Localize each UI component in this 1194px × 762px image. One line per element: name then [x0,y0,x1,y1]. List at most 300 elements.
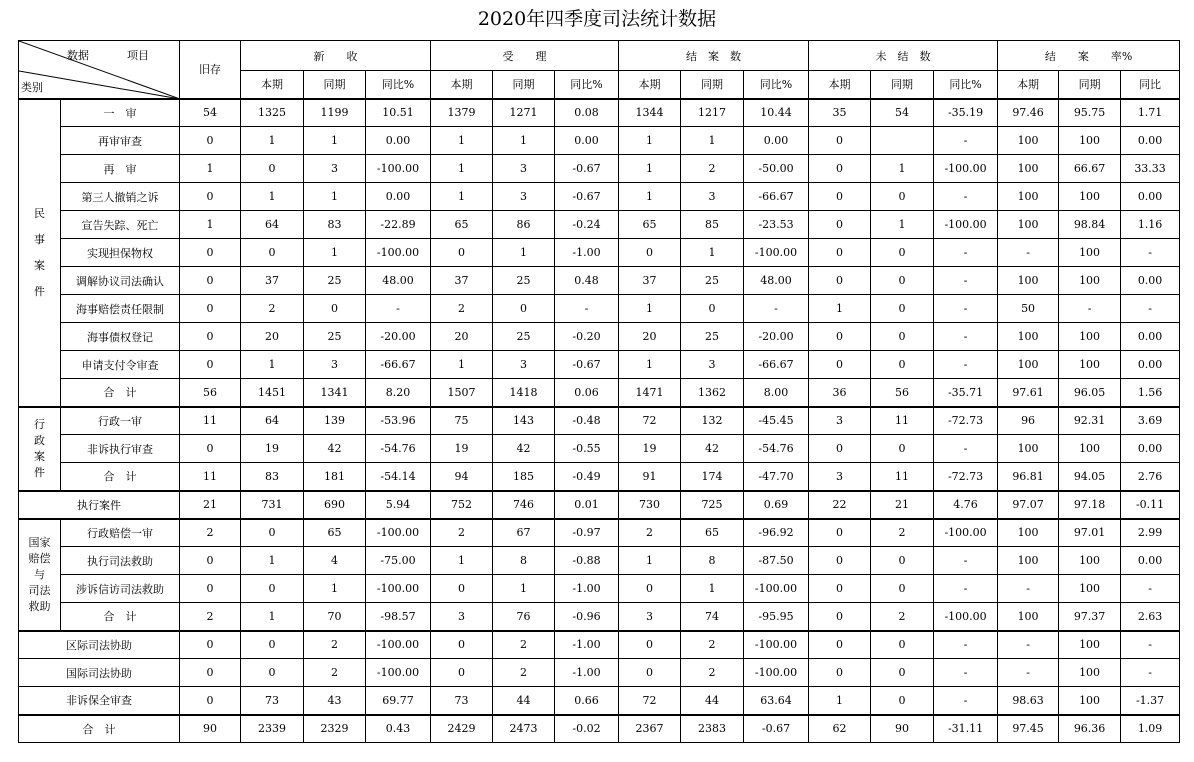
data-cell: 0.00 [1121,183,1180,211]
data-cell: 91 [619,463,681,491]
data-cell: 0.00 [366,183,431,211]
data-cell: 1 [180,155,241,183]
data-cell: -47.70 [744,463,809,491]
data-cell: 97.07 [998,491,1059,519]
table-row [19,267,1180,295]
data-cell: 1 [619,127,681,155]
data-cell: 0.00 [1121,323,1180,351]
data-cell: 63.64 [744,687,809,715]
category-label: 类别 [21,81,43,94]
data-cell: 174 [681,463,744,491]
data-cell: -20.00 [744,323,809,351]
data-cell: 97.37 [1059,603,1121,631]
data-cell: 44 [493,687,555,715]
data-cell: 19 [241,435,304,463]
page-title: 2020年四季度司法统计数据 [477,8,717,30]
data-cell: -66.67 [744,351,809,379]
data-cell: 1 [809,687,871,715]
data-cell: 3 [493,183,555,211]
data-cell: 10.51 [366,99,431,127]
group-header-accepted: 受 理 [431,41,619,71]
data-cell: 0 [871,631,934,659]
table-row [19,519,1180,547]
data-cell: - [1059,295,1121,323]
data-cell: -1.37 [1121,687,1180,715]
data-cell: -100.00 [934,603,998,631]
data-cell: 85 [681,211,744,239]
data-cell: 100 [998,435,1059,463]
data-cell: -72.73 [934,407,998,435]
data-cell: 0 [241,519,304,547]
data-cell: 65 [681,519,744,547]
data-cell: 2.99 [1121,519,1180,547]
sub-header: 同期 [304,71,366,99]
data-cell: 48.00 [744,267,809,295]
data-cell: 2367 [619,715,681,743]
data-cell: -95.95 [744,603,809,631]
data-cell: 0 [619,575,681,603]
data-cell: 37 [431,267,493,295]
data-cell: - [934,267,998,295]
data-cell: -54.76 [744,435,809,463]
data-cell: 1471 [619,379,681,407]
data-cell: - [998,575,1059,603]
data-cell: - [998,659,1059,687]
data-cell: 1 [304,575,366,603]
data-cell: 2339 [241,715,304,743]
data-cell: 0 [809,351,871,379]
section-label: 国家 赔偿 与 司法 救助 [19,519,61,631]
data-cell: 2473 [493,715,555,743]
data-cell: 0 [180,295,241,323]
table-row [19,407,1180,435]
data-cell: 100 [998,351,1059,379]
data-cell: 0.06 [555,379,619,407]
data-cell: 2 [304,631,366,659]
data-cell: 185 [493,463,555,491]
data-cell: -0.24 [555,211,619,239]
data-cell: 0 [241,659,304,687]
data-cell: 3 [304,351,366,379]
data-cell: -100.00 [934,211,998,239]
data-cell: -100.00 [934,155,998,183]
data-cell: 1 [871,211,934,239]
data-cell: -0.48 [555,407,619,435]
data-cell: 0 [180,239,241,267]
table-row [19,547,1180,575]
data-cell: - [934,239,998,267]
data-cell: 0 [871,687,934,715]
data-cell: 1379 [431,99,493,127]
data-cell: 100 [998,211,1059,239]
data-cell: 2 [431,295,493,323]
data-cell: 0 [304,295,366,323]
sub-header: 同比% [934,71,998,99]
table-row [19,463,1180,491]
data-cell: 65 [304,519,366,547]
data-cell: 98.84 [1059,211,1121,239]
data-cell: -87.50 [744,547,809,575]
data-cell: 3 [681,183,744,211]
data-cell: 0 [180,687,241,715]
data-cell: 0 [180,183,241,211]
data-cell: 3 [809,463,871,491]
data-cell: -31.11 [934,715,998,743]
table-row [19,183,1180,211]
data-cell: 100 [1059,351,1121,379]
old-stock-header: 旧存 [180,41,241,99]
data-cell: 54 [180,99,241,127]
table-row [19,99,1180,127]
row-label: 行政赔偿一审 [61,519,180,547]
data-cell: 0 [241,155,304,183]
data-cell: 96.81 [998,463,1059,491]
data-cell: 0 [871,351,934,379]
data-cell: 0 [809,239,871,267]
data-cell: 2429 [431,715,493,743]
data-cell: 1.16 [1121,211,1180,239]
data-cell: 0 [619,659,681,687]
data-cell: 96 [998,407,1059,435]
data-cell: 3 [619,603,681,631]
data-cell: 1 [619,351,681,379]
data-cell: 100 [1059,547,1121,575]
data-cell: -66.67 [744,183,809,211]
data-cell: 0 [241,239,304,267]
data-cell: 0.00 [1121,547,1180,575]
data-cell: 752 [431,491,493,519]
data-cell: 0 [871,323,934,351]
data-cell: 37 [241,267,304,295]
header-row-1 [19,41,1180,71]
data-cell: 8.00 [744,379,809,407]
data-cell: - [366,295,431,323]
data-cell: -100.00 [744,659,809,687]
data-cell: 42 [681,435,744,463]
data-cell: -0.67 [555,155,619,183]
data-cell: 43 [304,687,366,715]
data-cell: 1 [431,183,493,211]
data-cell: -100.00 [744,631,809,659]
data-cell: 2 [681,631,744,659]
data-cell: 0.00 [1121,435,1180,463]
data-cell: 66.67 [1059,155,1121,183]
data-cell: 19 [619,435,681,463]
data-cell: - [934,351,998,379]
sub-header: 同比% [744,71,809,99]
data-cell: 730 [619,491,681,519]
data-cell: 1 [241,127,304,155]
data-cell: 2.76 [1121,463,1180,491]
data-cell: 5.94 [366,491,431,519]
data-cell: 74 [681,603,744,631]
data-cell: 1.71 [1121,99,1180,127]
row-label: 宣告失踪、死亡 [61,211,180,239]
data-cell: 100 [998,155,1059,183]
data-cell: 2 [681,659,744,687]
sub-header: 同比% [555,71,619,99]
table-row [19,127,1180,155]
data-cell: -54.14 [366,463,431,491]
data-cell: 96.05 [1059,379,1121,407]
sub-header: 同比 [1121,71,1180,99]
data-cell: 1271 [493,99,555,127]
data-cell: 0 [871,575,934,603]
data-cell: - [1121,575,1180,603]
data-cell: 0 [809,323,871,351]
data-cell: 25 [681,267,744,295]
data-cell: - [934,435,998,463]
row-label: 涉诉信访司法救助 [61,575,180,603]
data-cell: 2329 [304,715,366,743]
data-cell: 2 [619,519,681,547]
data-cell: 1 [619,183,681,211]
data-cell: 0 [871,183,934,211]
data-cell: - [934,687,998,715]
row-label: 申请支付令审查 [61,351,180,379]
data-cell: 11 [871,463,934,491]
data-cell: 20 [241,323,304,351]
data-cell: -0.67 [555,183,619,211]
data-cell: 1 [619,547,681,575]
sub-header: 本期 [809,71,871,99]
row-label: 合 计 [61,603,180,631]
data-cell: 1341 [304,379,366,407]
data-cell: - [1121,239,1180,267]
data-cell: 0 [809,659,871,687]
data-cell: -1.00 [555,631,619,659]
data-cell: 11 [180,463,241,491]
data-cell: 0 [180,127,241,155]
data-cell: -0.49 [555,463,619,491]
data-cell: - [934,659,998,687]
data-cell: 0 [809,183,871,211]
data-cell: -23.53 [744,211,809,239]
data-cell: -0.02 [555,715,619,743]
data-cell: 0 [809,603,871,631]
row-label: 执行司法救助 [61,547,180,575]
data-cell: 0 [809,127,871,155]
data-cell: 97.45 [998,715,1059,743]
data-cell: 2 [871,519,934,547]
group-header-rate: 结 案 率% [998,41,1180,71]
data-cell: 0 [180,267,241,295]
data-cell: 83 [241,463,304,491]
data-cell: 0 [180,351,241,379]
data-cell: 1.56 [1121,379,1180,407]
data-cell: 0.00 [744,127,809,155]
data-cell: 100 [998,183,1059,211]
data-cell: 0 [809,267,871,295]
sub-header: 同比% [366,71,431,99]
data-cell [871,127,934,155]
data-cell: - [934,295,998,323]
data-cell: -0.11 [1121,491,1180,519]
data-cell: 42 [493,435,555,463]
data-cell: 1 [241,603,304,631]
data-cell: 3 [809,407,871,435]
data-cell: 0.00 [1121,351,1180,379]
data-cell: 2.63 [1121,603,1180,631]
row-label: 第三人撤销之诉 [61,183,180,211]
data-cell: - [1121,659,1180,687]
data-cell: 97.61 [998,379,1059,407]
data-cell: 42 [304,435,366,463]
data-cell: 11 [871,407,934,435]
data-cell: 83 [304,211,366,239]
data-cell: 1362 [681,379,744,407]
data-cell: -100.00 [744,575,809,603]
data-cell: 1 [431,155,493,183]
data-cell: 98.63 [998,687,1059,715]
section-label: 民 事 案 件 [19,99,61,407]
data-cell: 0 [431,631,493,659]
sub-header: 本期 [241,71,304,99]
data-cell: 100 [1059,435,1121,463]
data-cell: 100 [998,547,1059,575]
data-cell: -35.71 [934,379,998,407]
data-cell: 3 [304,155,366,183]
data-cell: -54.76 [366,435,431,463]
row-label: 合 计 [19,715,180,743]
data-cell: 1 [493,239,555,267]
data-cell: 0 [809,155,871,183]
data-cell: -100.00 [366,575,431,603]
data-cell: 1 [241,183,304,211]
data-cell: 1 [681,575,744,603]
data-cell: -0.88 [555,547,619,575]
table-row [19,687,1180,715]
data-cell: - [998,631,1059,659]
data-cell: 73 [241,687,304,715]
data-cell: 1 [493,575,555,603]
row-label: 国际司法协助 [19,659,180,687]
data-cell: - [1121,295,1180,323]
data-cell: 1 [241,351,304,379]
data-cell: 2 [681,155,744,183]
sub-header: 同期 [1059,71,1121,99]
data-cell: 1 [304,239,366,267]
data-cell: - [744,295,809,323]
section-label: 行 政 案 件 [19,407,61,491]
data-cell: -1.00 [555,575,619,603]
data-cell: 690 [304,491,366,519]
row-label: 非诉保全审查 [19,687,180,715]
data-cell: 0 [241,575,304,603]
data-cell: 25 [304,267,366,295]
data-cell: -0.97 [555,519,619,547]
data-cell: 4.76 [934,491,998,519]
data-cell: 21 [871,491,934,519]
row-label: 海事赔偿责任限制 [61,295,180,323]
data-cell: 100 [1059,323,1121,351]
data-cell: 25 [304,323,366,351]
data-cell: 25 [493,323,555,351]
data-cell: 1 [809,295,871,323]
sub-header: 同期 [681,71,744,99]
data-cell: 1344 [619,99,681,127]
data-cell: 96.36 [1059,715,1121,743]
data-cell: 0 [180,323,241,351]
data-cell: -0.20 [555,323,619,351]
data-cell: 0 [431,575,493,603]
table-row [19,575,1180,603]
data-cell: - [934,575,998,603]
data-cell: 1507 [431,379,493,407]
data-cell: 67 [493,519,555,547]
data-cell: 3 [431,603,493,631]
data-cell: -20.00 [366,323,431,351]
data-cell: 1.09 [1121,715,1180,743]
data-cell: 90 [180,715,241,743]
data-cell: 22 [809,491,871,519]
table-row [19,631,1180,659]
table-row [19,379,1180,407]
data-cell: 100 [1059,575,1121,603]
data-cell: -0.96 [555,603,619,631]
data-cell: 0 [431,659,493,687]
data-cell: 69.77 [366,687,431,715]
group-header-new: 新 收 [241,41,431,71]
table-row [19,323,1180,351]
data-cell: 2 [493,631,555,659]
data-cell: 3.69 [1121,407,1180,435]
data-cell: 2383 [681,715,744,743]
data-cell: 86 [493,211,555,239]
row-label: 一 审 [61,99,180,127]
data-cell: -50.00 [744,155,809,183]
row-label: 再 审 [61,155,180,183]
data-cell: 0 [871,659,934,687]
table-row [19,155,1180,183]
data-cell: 0.66 [555,687,619,715]
data-cell: 143 [493,407,555,435]
data-cell: 0 [871,435,934,463]
table-row [19,351,1180,379]
data-cell: 0 [180,435,241,463]
data-cell: 8 [493,547,555,575]
data-cell: 0 [180,575,241,603]
data-cell: 4 [304,547,366,575]
table-row [19,491,1180,519]
data-cell: 100 [998,267,1059,295]
data-cell: 94 [431,463,493,491]
data-cell: 1 [241,547,304,575]
data-cell: 0 [241,631,304,659]
data-cell: 75 [431,407,493,435]
sub-header: 本期 [431,71,493,99]
data-cell: 72 [619,687,681,715]
data-cell: 2 [180,519,241,547]
data-cell: 0 [180,631,241,659]
data-cell: 1418 [493,379,555,407]
data-cell: 1 [681,127,744,155]
data-cell: -98.57 [366,603,431,631]
data-cell: -45.45 [744,407,809,435]
data-cell: 0 [809,631,871,659]
data-cell: - [934,183,998,211]
data-cell: 1 [431,547,493,575]
data-cell: -0.67 [744,715,809,743]
data-cell: 70 [304,603,366,631]
data-cell: 97.46 [998,99,1059,127]
data-cell: 2 [431,519,493,547]
data-cell: 73 [431,687,493,715]
data-cell: 100 [1059,267,1121,295]
data-cell: 746 [493,491,555,519]
data-cell: 0 [809,519,871,547]
data-cell: 21 [180,491,241,519]
